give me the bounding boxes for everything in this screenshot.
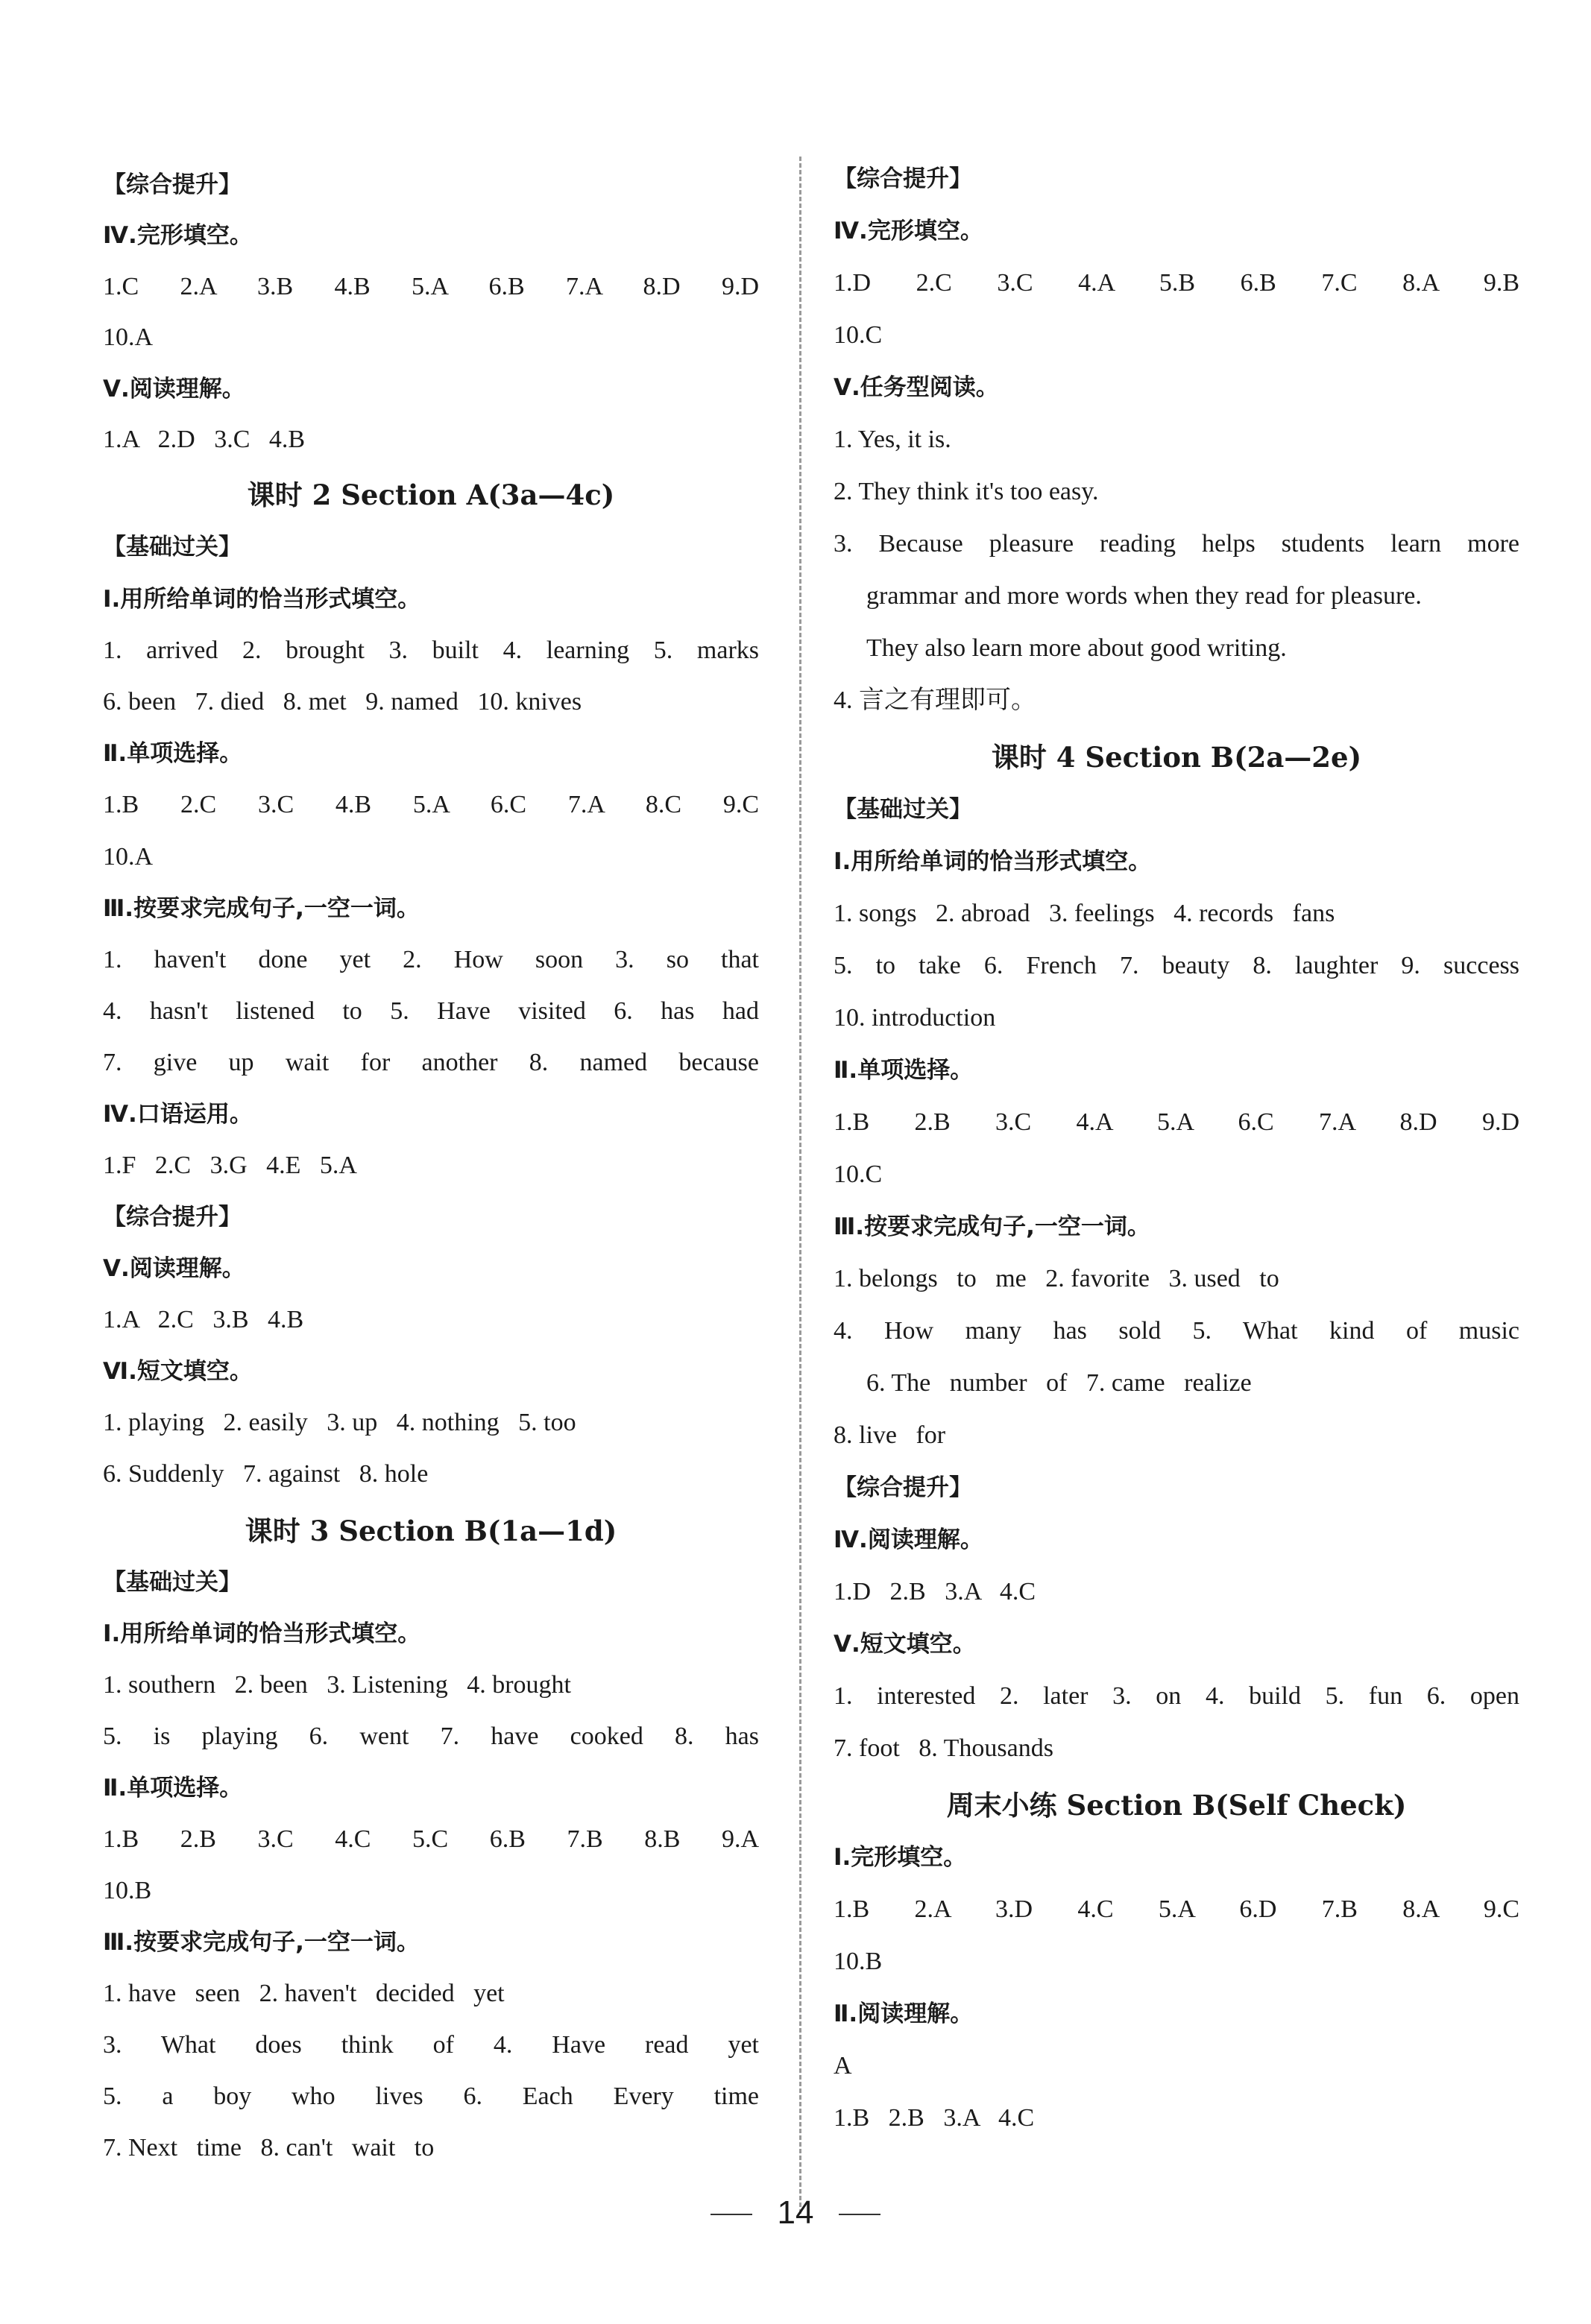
answer-line: A [834,2052,852,2080]
answer-line: 1.B 2.A 3.D 4.C 5.A 6.D 7.B 8.A 9.C [834,1895,1519,1923]
part-heading: Ⅱ.单项选择。 [103,740,243,767]
part-heading: Ⅲ.按要求完成句子,一空一词。 [103,1929,420,1956]
section-tag: 【基础过关】 [103,534,242,561]
part-heading: Ⅰ.用所给单词的恰当形式填空。 [103,586,421,613]
answer-line: 10.A [103,323,154,351]
answer-line: 1.B 2.C 3.C 4.B 5.A 6.C 7.A 8.C 9.C [103,791,759,818]
answer-line: 10.B [834,1948,883,1975]
column-divider [799,157,801,2214]
answer-line: 1. Yes, it is. [834,426,951,453]
lesson-title: 课时 4 Section B(2a—2e) [991,741,1362,774]
answer-line: 4. hasn't listened to 5. Have visited 6. has had [103,997,759,1025]
answer-line: 10.A [103,843,154,871]
answer-line: 1. songs 2. abroad 3. feelings 4. records fans [834,900,1335,927]
part-heading: Ⅲ.按要求完成句子,一空一词。 [834,1213,1150,1240]
part-heading: Ⅳ.完形填空。 [834,218,983,244]
answer-line: 10.C [834,1161,883,1188]
part-heading: Ⅲ.按要求完成句子,一空一词。 [103,895,420,922]
answer-line: 8. live for [834,1421,946,1449]
answer-line: 7. give up wait for another 8. named because [103,1049,759,1076]
answer-line: 1. arrived 2. brought 3. built 4. learning 5. marks [103,637,759,664]
part-heading: Ⅳ.完形填空。 [103,222,253,249]
answer-line: 1.B 2.B 3.C 4.A 5.A 6.C 7.A 8.D 9.D [834,1108,1519,1136]
answer-line: 6. Suddenly 7. against 8. hole [103,1460,429,1488]
answer-line: 4. How many has sold 5. What kind of music [834,1317,1519,1345]
part-heading: Ⅱ.单项选择。 [834,1057,974,1084]
answer-line: They also learn more about good writing. [866,634,1287,662]
part-heading: Ⅴ.任务型阅读。 [834,374,999,401]
answer-line: 10.C [834,321,883,349]
part-heading: Ⅱ.单项选择。 [103,1775,243,1802]
answer-line: 1.F 2.C 3.G 4.E 5.A [103,1152,357,1179]
answer-line: 1. belongs to me 2. favorite 3. used to [834,1265,1279,1292]
answer-line: 3. Because pleasure reading helps students learn more [834,530,1519,558]
answer-line: 1. haven't done yet 2. How soon 3. so that [103,946,759,973]
answer-line: 10.B [103,1877,152,1904]
footer-dash-right [839,2214,880,2215]
answer-line: 5. is playing 6. went 7. have cooked 8. has [103,1723,759,1750]
answer-line: 10. introduction [834,1004,996,1032]
section-tag: 【基础过关】 [834,796,972,823]
lesson-title: 课时 3 Section B(1a—1d) [245,1515,617,1547]
answer-line: 6. been 7. died 8. met 9. named 10. knives [103,688,582,716]
answer-line: 7. foot 8. Thousands [834,1734,1053,1762]
answer-line: 1.D 2.C 3.C 4.A 5.B 6.B 7.C 8.A 9.B [834,269,1519,297]
part-heading: Ⅱ.阅读理解。 [834,2001,974,2027]
lesson-title: 课时 2 Section A(3a—4c) [247,479,615,511]
section-tag: 【综合提升】 [834,1474,972,1501]
answer-line: 5. to take 6. French 7. beauty 8. laughter 9. success [834,952,1519,979]
answer-line: 1.B 2.B 3.A 4.C [834,2104,1035,2132]
section-tag: 【基础过关】 [103,1569,242,1596]
answer-line: 5. a boy who lives 6. Each Every time [103,2083,759,2110]
page-footer [0,2194,1591,2232]
page-number: 14 [777,2194,814,2231]
answer-line: 1.A 2.D 3.C 4.B [103,426,306,453]
answer-line: 7. Next time 8. can't wait to [103,2134,435,2162]
part-heading: Ⅳ.口语运用。 [103,1101,253,1128]
answer-line: 1.C 2.A 3.B 4.B 5.A 6.B 7.A 8.D 9.D [103,273,759,300]
lesson-title: 周末小练 Section B(Self Check) [946,1789,1407,1822]
footer-dash-left [711,2214,752,2215]
answer-line: 1. interested 2. later 3. on 4. build 5. fun 6. open [834,1682,1519,1710]
answer-line: grammar and more words when they read for pleasure. [866,582,1422,610]
part-heading: Ⅳ.阅读理解。 [834,1526,983,1553]
answer-line: 4. 言之有理即可。 [834,686,1036,714]
answer-line: 1. playing 2. easily 3. up 4. nothing 5. too [103,1409,576,1436]
part-heading: Ⅰ.用所给单词的恰当形式填空。 [834,848,1152,875]
section-tag: 【综合提升】 [103,171,242,198]
part-heading: Ⅰ.用所给单词的恰当形式填空。 [103,1620,421,1647]
section-tag: 【综合提升】 [834,165,972,192]
part-heading: Ⅰ.完形填空。 [834,1844,967,1871]
part-heading: Ⅴ.阅读理解。 [103,1255,245,1282]
part-heading: Ⅴ.阅读理解。 [103,376,245,402]
answer-line: 3. What does think of 4. Have read yet [103,2031,759,2059]
answer-line: 1.A 2.C 3.B 4.B [103,1306,304,1333]
answer-line: 6. The number of 7. came realize [866,1369,1252,1397]
answer-line: 1. have seen 2. haven't decided yet [103,1980,505,2007]
part-heading: Ⅵ.短文填空。 [103,1358,253,1385]
answer-line: 2. They think it's too easy. [834,478,1099,505]
part-heading: Ⅴ.短文填空。 [834,1631,976,1658]
section-tag: 【综合提升】 [103,1204,242,1231]
answer-line: 1.B 2.B 3.C 4.C 5.C 6.B 7.B 8.B 9.A [103,1825,759,1853]
answer-line: 1. southern 2. been 3. Listening 4. brought [103,1671,571,1699]
answer-line: 1.D 2.B 3.A 4.C [834,1578,1036,1605]
